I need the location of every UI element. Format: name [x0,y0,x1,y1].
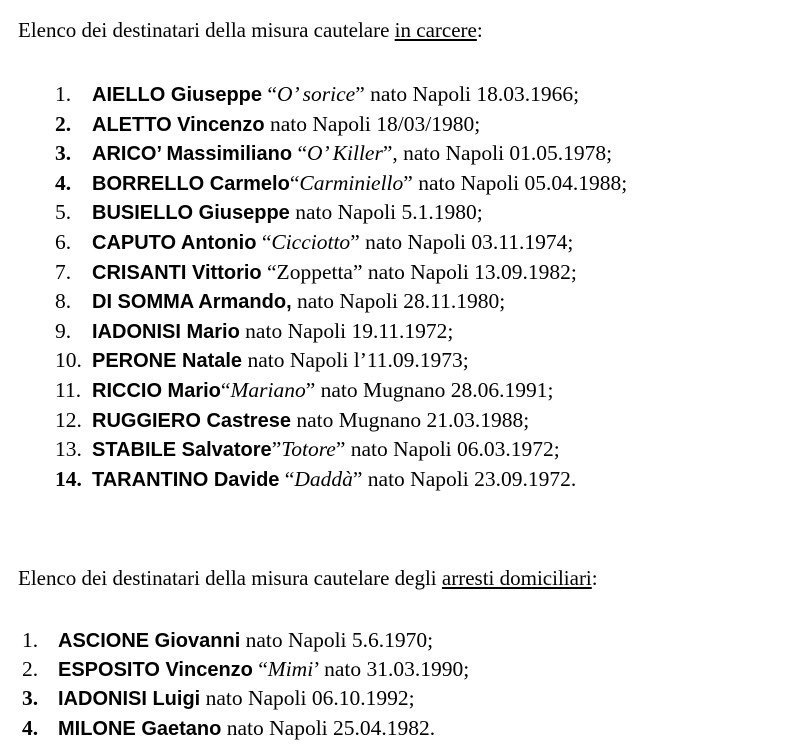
item-number: 4. [55,170,72,195]
item-birth-detail: ” nato Napoli 06.03.1972; [335,437,560,462]
item-text [58,714,435,744]
heading-prison [18,18,483,43]
person-name: ESPOSITO Vincenzo [58,659,253,682]
item-number: 2. [22,657,39,682]
person-name: DI SOMMA Armando, [92,291,292,314]
item-number: 1. [55,82,72,106]
nickname: O’ Killer [306,141,383,166]
item-number: 3. [55,141,72,166]
item-text [58,626,433,656]
item-text [92,198,483,229]
person-name: ALETTO Vincenzo [92,113,265,136]
item-birth-detail: ” nato Mugnano 28.06.1991; [305,377,554,402]
item-birth-detail: ”, nato Napoli 01.05.1978; [382,141,613,166]
item-text [92,110,480,141]
item-number: 10. [55,348,82,373]
item-text [92,435,560,466]
person-name: ASCIONE Giovanni [58,630,241,652]
heading-house-arrest-underlined: arresti domiciliari [441,566,592,590]
item-number: 1. [22,628,39,652]
item-number: 7. [55,259,72,284]
item-text [58,684,415,714]
nickname: Mariano [230,377,306,402]
person-name: BUSIELLO Giuseppe [92,202,290,225]
nickname: Totore [281,437,336,462]
item-detail: nato Napoli 28.11.1980; [291,289,506,314]
person-name: RICCIO Mario [92,379,221,402]
item-detail: nato Napoli l’11.09.1973; [242,348,469,373]
heading-house-arrest-text: Elenco dei destinatari della misura cautelare degli [18,566,442,590]
person-name: CRISANTI Vittorio [92,261,262,284]
item-detail: “ [279,466,295,491]
item-number: 13. [55,437,82,462]
nickname: Mimi [267,657,314,682]
item-birth-detail: ” nato Napoli 03.11.1974; [350,229,574,254]
item-detail: nato Mugnano 21.03.1988; [290,407,530,432]
item-text [92,139,612,170]
item-text [92,465,576,496]
item-detail: nato Napoli 06.10.1992; [200,686,415,711]
person-name: PERONE Natale [92,350,243,373]
item-number: 3. [22,686,39,711]
item-text [92,406,529,437]
person-name: AIELLO Giuseppe [92,84,263,106]
item-number: 5. [55,200,72,225]
person-name: CAPUTO Antonio [92,231,257,254]
item-detail: “ [220,377,231,402]
person-name: MILONE Gaetano [58,717,222,740]
item-text [92,346,469,377]
heading-prison-colon: : [476,18,483,42]
item-detail: “ [252,657,268,682]
item-text [92,169,627,200]
item-birth-detail: ” nato Napoli 18.03.1966; [355,82,580,106]
item-detail: “Zoppetta” nato Napoli 13.09.1982; [261,259,577,284]
item-detail: nato Napoli 25.04.1982. [221,715,436,740]
item-detail: nato Napoli 19.11.1972; [239,318,454,343]
item-detail: nato Napoli 5.1.1980; [289,200,483,225]
item-text [92,258,577,289]
heading-house-arrest [18,566,598,591]
item-number: 2. [55,111,72,136]
item-detail: “ [292,141,307,166]
nickname: O’ sorice [276,82,356,106]
person-name: ARICO’ Massimiliano [92,143,293,166]
item-number: 14. [55,466,82,491]
item-birth-detail: ’ nato 31.03.1990; [313,657,470,682]
item-detail: “ [262,82,277,106]
person-name: IADONISI Luigi [58,688,201,711]
person-name: STABILE Salvatore [92,439,272,462]
item-text [92,287,505,318]
heading-prison-text: Elenco dei destinatari della misura cautelare [18,18,395,42]
heading-house-arrest-colon: : [591,566,598,590]
item-number: 4. [22,715,39,740]
item-birth-detail: ” nato Napoli 05.04.1988; [403,170,628,195]
item-birth-detail: ” nato Napoli 23.09.1972. [352,466,577,491]
item-number: 9. [55,318,72,343]
item-detail: nato Napoli 18/03/1980; [264,111,481,136]
item-detail: “ [289,170,300,195]
item-text [92,80,579,111]
nickname: Carminiello [299,170,404,195]
person-name: BORRELLO Carmelo [92,172,290,195]
item-detail: nato Napoli 5.6.1970; [240,628,434,652]
nickname: Daddà [294,466,353,491]
item-text [58,655,469,685]
item-text [92,317,453,348]
item-detail: “ [256,229,272,254]
item-detail: ” [271,437,282,462]
item-number: 11. [55,377,82,402]
item-number: 6. [55,229,72,254]
item-number: 12. [55,407,82,432]
item-text [92,376,554,407]
item-text [92,228,573,259]
nickname: Cicciotto [271,229,351,254]
item-number: 8. [55,289,72,314]
person-name: TARANTINO Davide [92,468,280,491]
person-name: RUGGIERO Castrese [92,409,291,432]
heading-prison-underlined: in carcere [394,18,477,42]
person-name: IADONISI Mario [92,320,240,343]
